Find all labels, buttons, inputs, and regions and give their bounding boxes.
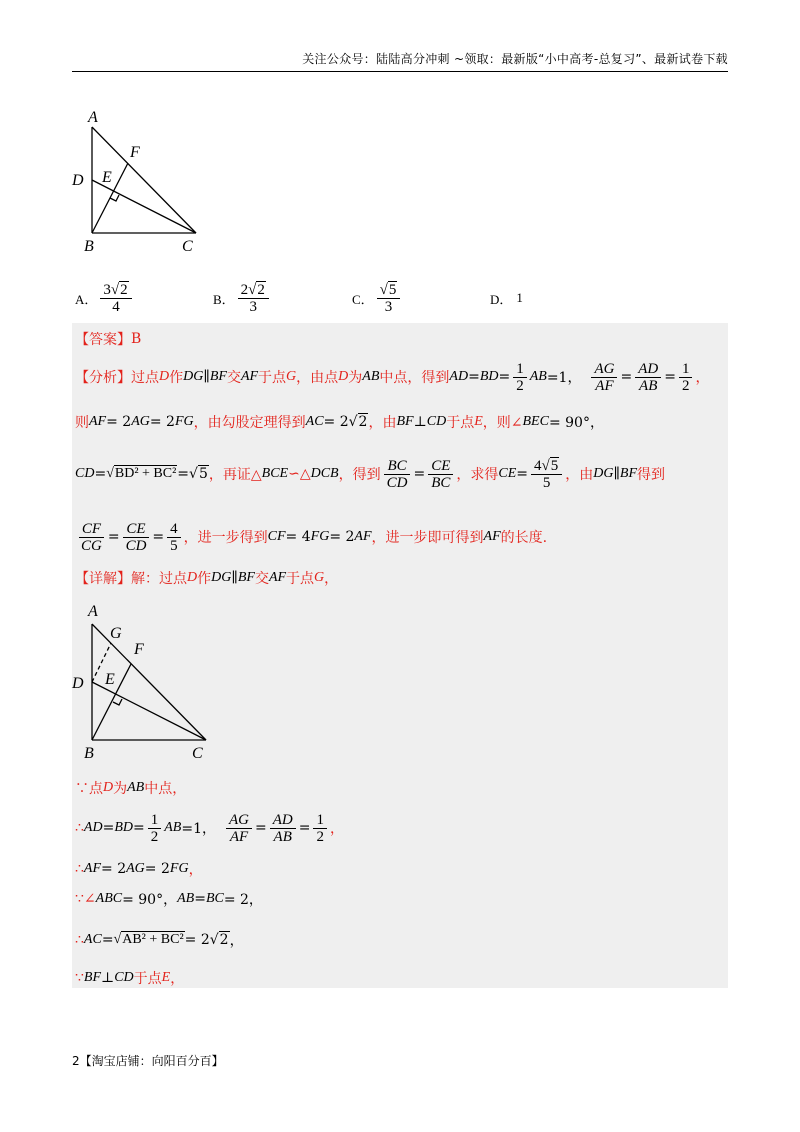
analysis-line-2: 则 AF = 2 AG = 2 FG ，由勾股定理得到 AC = 2 √2 ，由 BF ⊥ CD 于点 E ，则∠ BEC = 90°，	[75, 414, 604, 431]
header-rule	[72, 71, 728, 72]
step-5: ∴ AC = √AB² + BC² = 2 √2 ，	[75, 932, 244, 949]
label-C: C	[182, 238, 193, 255]
choice-a-fraction: $\frac{3√2}{4}$	[100, 282, 131, 315]
label-B: B	[84, 238, 94, 255]
page-footer: 2【淘宝店铺：向阳百分百】	[72, 1054, 224, 1068]
choice-c-fraction: $\frac{√5}{3}$	[377, 282, 401, 315]
label-C: C	[192, 745, 203, 762]
frac-half-2: $\frac{1}{2}$	[679, 361, 693, 394]
answer-choices	[75, 276, 595, 320]
analysis-line-3: CD = √BD² + BC² = √5 ，再证△ BCE ∽△ DCB ，得到 $\frac{BC}{CD}$ = $\frac{CE}{BC}$ ，求得 CE = $\frac{4√5}{5}$ ，由 DG ∥ BF 得到	[75, 457, 666, 491]
answer-line: 【答案】 B	[75, 331, 142, 348]
frac-four-fifths: $\frac{4}{5}$	[167, 521, 181, 554]
frac-ce-cd: $\frac{CE}{CD}$	[123, 521, 150, 554]
step-6: ∵ BF ⊥ CD 于点 E ，	[75, 970, 185, 987]
frac-ad-ab: $\frac{AD}{AB}$	[635, 361, 661, 394]
frac-ce-value: $\frac{4√5}{5}$	[531, 458, 562, 491]
label-D: D	[72, 172, 84, 189]
label-F: F	[130, 144, 140, 161]
step-2: ∴ AD = BD = $\frac{1}{2}$ AB =1， $\frac{AG}{AF}$ = $\frac{AD}{AB}$ = $\frac{1}{2}$ ，	[75, 811, 344, 845]
frac-ce-bc: $\frac{CE}{BC}$	[428, 458, 453, 491]
analysis-line-1: 【分析】 过点 D 作 DG ∥ BF 交 AF 于点 G ，由点 D 为 AB 中点，得到 AD = BD = $\frac{1}{2}$ AB =1， $\frac{AG}{AF}$ = $\frac{AD}{AB}$ = $\frac{1}{2}$ ，	[75, 360, 710, 394]
geometry-figure-1	[68, 102, 208, 262]
frac-cf-cg: $\frac{CF}{CG}$	[78, 521, 105, 554]
frac-ad-ab-2: $\frac{AD}{AB}$	[270, 812, 296, 845]
choice-c: C． $\frac{√5}{3}$	[352, 276, 403, 320]
label-A: A	[88, 109, 98, 126]
step-1: ∵点 D 为 AB 中点，	[75, 780, 187, 797]
choice-b: B． $\frac{2√2}{3}$	[213, 276, 272, 320]
label-B: B	[84, 745, 94, 762]
frac-ag-af-2: $\frac{AG}{AF}$	[226, 812, 252, 845]
choice-a: A． $\frac{3√2}{4}$	[75, 276, 135, 320]
label-A: A	[88, 603, 98, 620]
choice-b-fraction: $\frac{2√2}{3}$	[238, 282, 269, 315]
frac-half: $\frac{1}{2}$	[513, 361, 527, 394]
detail-line: 【详解】 解：过点 D 作 DG ∥ BF 交 AF 于点 G ，	[75, 570, 339, 587]
label-D: D	[72, 675, 84, 692]
geometry-figure-2	[68, 598, 218, 768]
label-F: F	[134, 641, 144, 658]
label-G: G	[110, 625, 122, 642]
choice-d: D． 1	[490, 290, 523, 307]
analysis-line-4: $\frac{CF}{CG}$ = $\frac{CE}{CD}$ = $\frac{4}{5}$ ，进一步得到 CF = 4 FG = 2 AF ，进一步即可得到 AF 的长度.	[75, 515, 547, 559]
label-E: E	[105, 671, 115, 688]
label-E: E	[102, 169, 112, 186]
frac-bc-cd: $\frac{BC}{CD}$	[384, 458, 411, 491]
step-4: ∵∠ ABC = 90°， AB = BC = 2，	[75, 891, 263, 908]
step-3: ∴ AF = 2 AG = 2 FG ，	[75, 861, 203, 878]
frac-half-3: $\frac{1}{2}$	[148, 812, 162, 845]
frac-ag-af: $\frac{AG}{AF}$	[591, 361, 617, 394]
page-header: 关注公众号：陆陆高分冲刺 ~领取：最新版“小中高考-总复习”、最新试卷下载	[302, 52, 728, 66]
frac-half-4: $\frac{1}{2}$	[313, 812, 327, 845]
